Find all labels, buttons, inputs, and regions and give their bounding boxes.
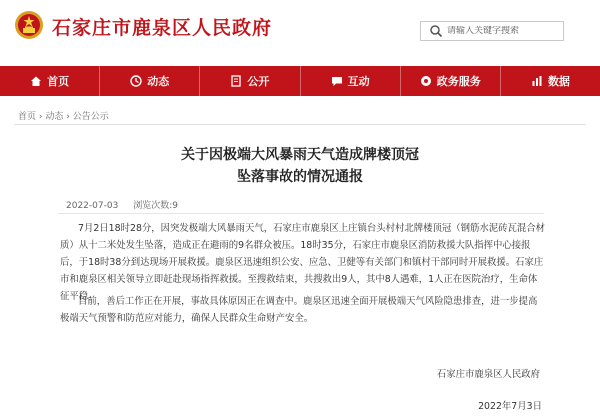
nav-label-service: 政务服务	[436, 75, 481, 88]
breadcrumb-separator: ›	[38, 112, 43, 122]
site-title[interactable]: 石家庄市鹿泉区人民政府	[52, 17, 273, 39]
main-nav	[0, 66, 600, 96]
article-paragraph-2: 目前，善后工作正在开展，事故具体原因正在调查中。鹿泉区迅速全面开展极端天气风险隐患排查，进一步提高极端天气预警和防范应对能力，确保人民群众生命财产安全。	[60, 296, 538, 324]
signature-date: 2022年7月3日	[478, 401, 542, 412]
breadcrumb-divider	[14, 124, 586, 125]
service-icon	[420, 75, 432, 87]
search-box[interactable]	[420, 21, 564, 41]
nav-item-open[interactable]	[200, 66, 299, 96]
breadcrumb	[18, 109, 109, 122]
news-icon	[130, 75, 142, 87]
chat-icon	[331, 75, 343, 87]
document-icon	[230, 75, 242, 87]
meta-divider	[58, 213, 544, 214]
nav-label-home: 首页	[47, 75, 70, 88]
nav-label-data: 数据	[547, 75, 570, 88]
site-header	[0, 0, 600, 60]
signature: 石家庄市鹿泉区人民政府	[436, 369, 540, 380]
search-icon[interactable]	[429, 24, 443, 38]
nav-item-news[interactable]	[100, 66, 199, 96]
view-count: 浏览次数:9	[133, 201, 178, 211]
home-icon	[30, 75, 42, 87]
nav-item-interact[interactable]	[301, 66, 400, 96]
nav-item-data[interactable]	[501, 66, 600, 96]
publish-date: 2022-07-03	[66, 201, 119, 211]
data-icon	[531, 75, 543, 87]
nav-label-open: 公开	[247, 75, 270, 88]
breadcrumb-news[interactable]: 动态	[45, 112, 64, 122]
breadcrumb-home[interactable]: 首页	[18, 112, 37, 122]
article-title-line2: 坠落事故的情况通报	[237, 169, 363, 185]
breadcrumb-notices[interactable]: 公告公示	[72, 112, 109, 122]
breadcrumb-separator: ›	[66, 112, 70, 122]
nav-item-service[interactable]	[401, 66, 500, 96]
national-emblem-icon	[14, 10, 44, 40]
article-meta	[66, 198, 178, 211]
search-input[interactable]	[443, 26, 557, 36]
article-title	[0, 144, 600, 188]
article-paragraph-1: 7月2日18时28分，因突发极端大风暴雨天气，石家庄市鹿泉区上庄镇台头村村北牌楼顶冠（钢筋水泥砖瓦混合材质）从十二米处发生坠落，造成正在避雨的9名群众被压。18时35分，石家庄市鹿泉区消防救援大队指挥中心接报后，于18时38分到达现场开展救援。鹿泉区迅速组织公安、应急、卫健等有关部门和镇村干部同时开展救援。石家庄市和鹿泉区相关领导立即赶赴现场指挥救援。至搜救结束，共搜救出9人，其中8人遇难，1人正在医院治疗，生命体征平稳。	[60, 223, 546, 302]
nav-item-home[interactable]	[0, 66, 99, 96]
nav-label-interact: 互动	[347, 75, 370, 88]
article-title-line1: 关于因极端大风暴雨天气造成牌楼顶冠	[181, 147, 419, 163]
nav-label-news: 动态	[147, 75, 170, 88]
